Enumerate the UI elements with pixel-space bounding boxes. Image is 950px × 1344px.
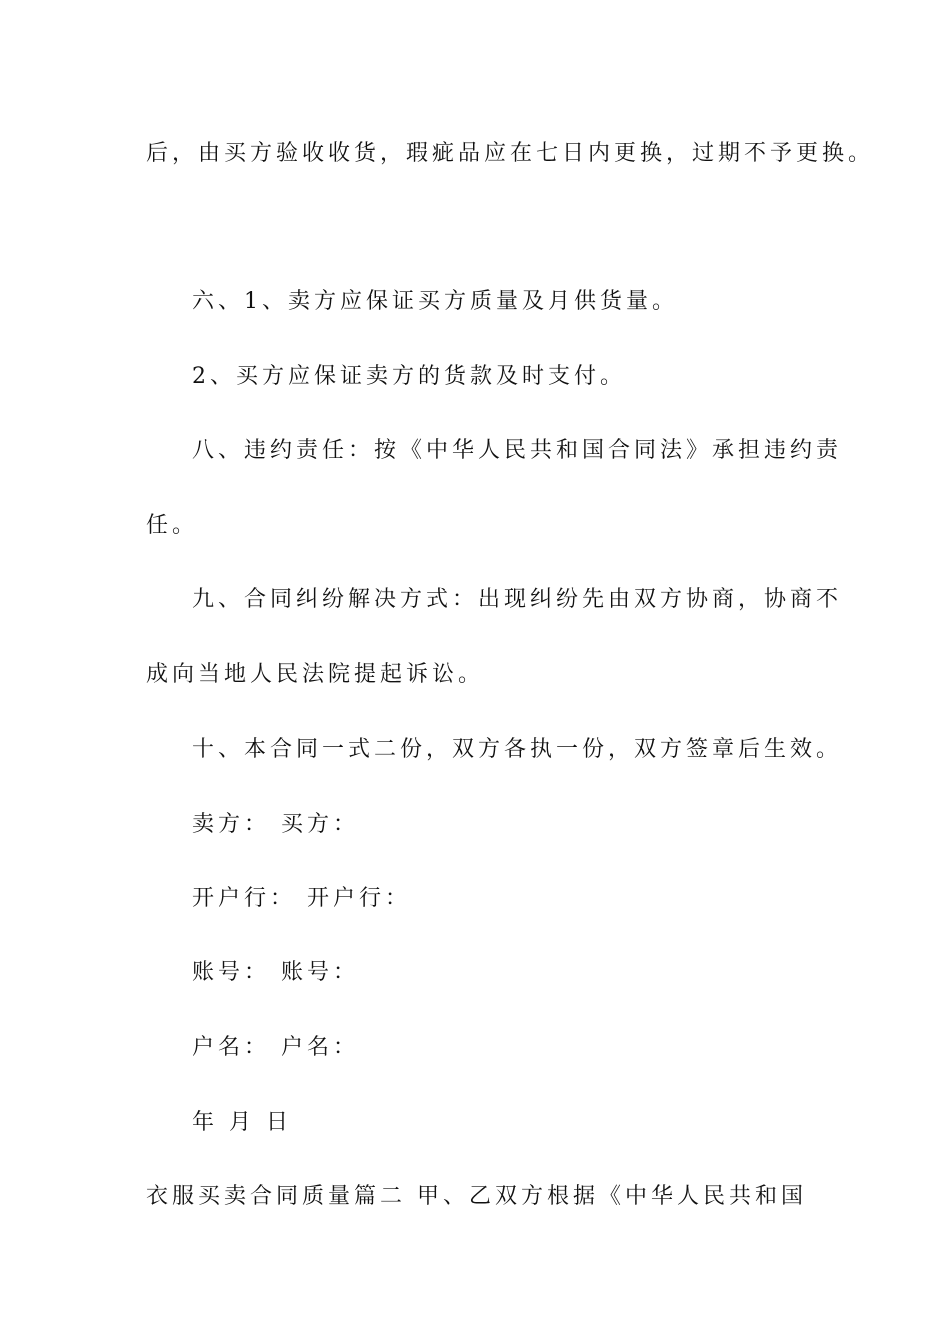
clause-nine-line-2: 成向当地人民法院提起诉讼。 (146, 662, 485, 687)
clause-six-line: 六、1、卖方应保证买方质量及月供货量。 (192, 289, 678, 314)
seller-buyer-label: 卖方： 买方： (192, 812, 359, 837)
paragraph-line: 后，由买方验收收货，瑕疵品应在七日内更换，过期不予更换。 (146, 141, 875, 166)
clause-eight-line-1: 八、违约责任：按《中华人民共和国合同法》承担违约责 (192, 438, 843, 463)
account-name-label: 户名： 户名： (192, 1035, 359, 1060)
clause-eight-line-2: 任。 (146, 513, 199, 538)
clause-nine-line-1: 九、合同纠纷解决方式：出现纠纷先由双方协商，协商不 (192, 587, 843, 612)
date-label: 年 月 日 (192, 1110, 292, 1135)
account-label: 账号： 账号： (192, 960, 359, 985)
section-two-heading-line: 衣服买卖合同质量篇二 甲、乙双方根据《中华人民共和国 (146, 1184, 807, 1209)
bank-label: 开户行： 开户行： (192, 886, 411, 911)
clause-six-item-2: 2、买方应保证卖方的货款及时支付。 (192, 364, 626, 389)
clause-ten-line: 十、本合同一式二份，双方各执一份，双方签章后生效。 (192, 737, 843, 762)
